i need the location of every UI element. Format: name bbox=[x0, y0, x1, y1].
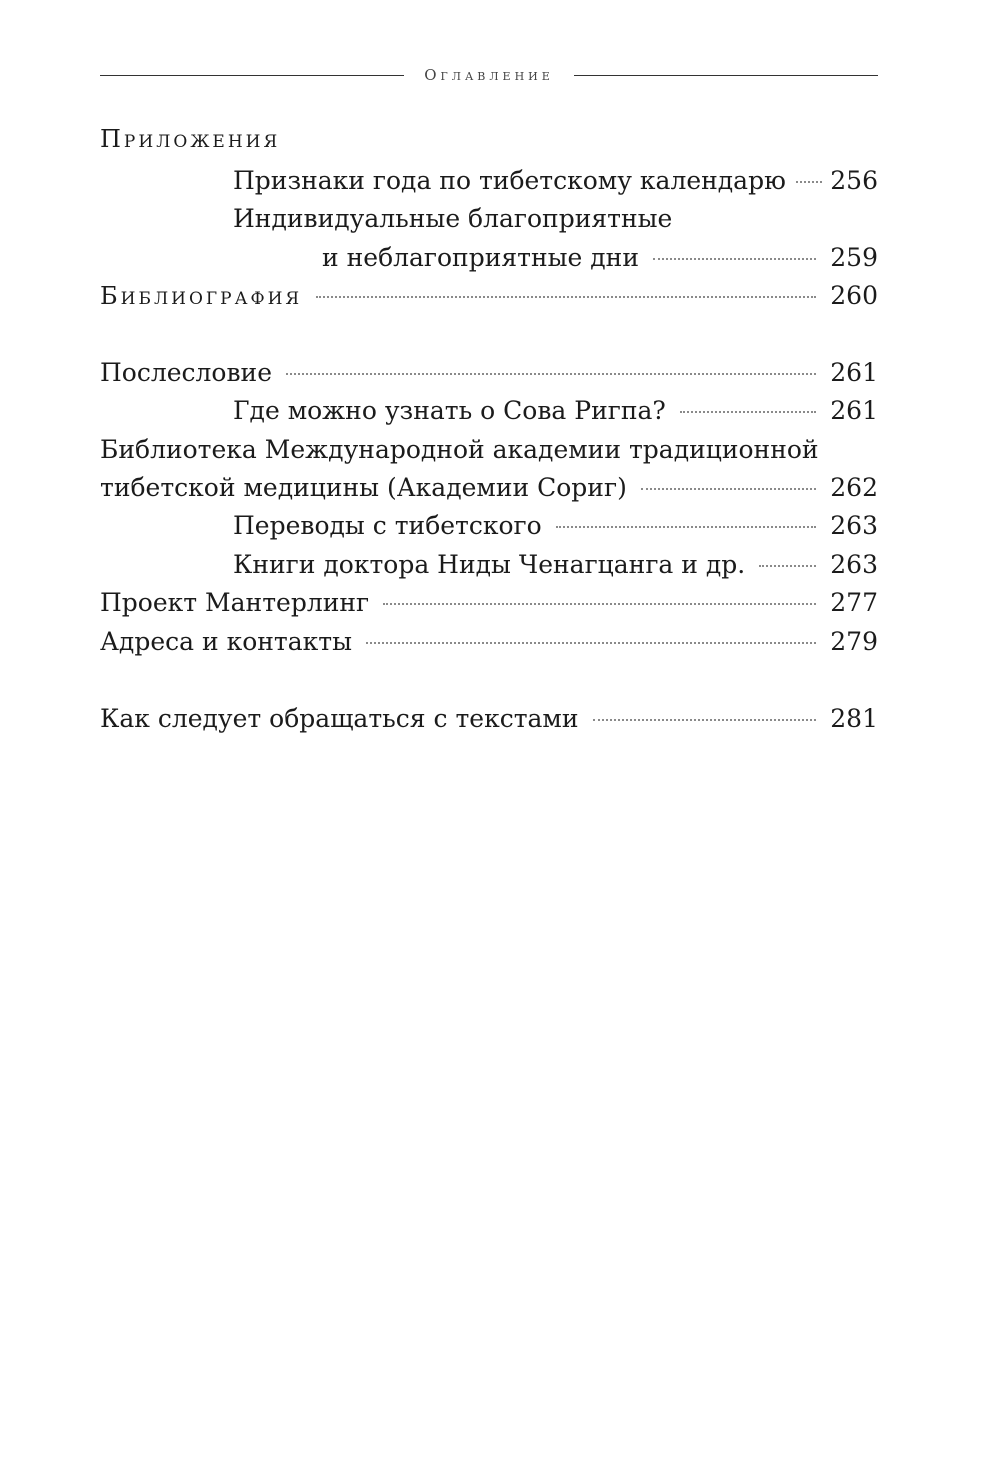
toc-page-number: 256 bbox=[830, 166, 878, 195]
running-title: Оглавление bbox=[424, 66, 554, 84]
dot-leader bbox=[286, 373, 816, 375]
running-head bbox=[100, 62, 878, 88]
dot-leader bbox=[593, 719, 817, 721]
toc-entry bbox=[100, 700, 878, 738]
toc-entry-title: Признаки года по тибетскому календарю bbox=[233, 166, 786, 195]
toc-entry-title: Как следует обращаться с текстами bbox=[100, 704, 579, 733]
toc-entry bbox=[233, 507, 878, 545]
toc-section-heading-bibliography bbox=[100, 277, 878, 315]
toc-page-number: 261 bbox=[830, 358, 878, 387]
dot-leader bbox=[641, 488, 816, 490]
toc-entry bbox=[233, 162, 878, 200]
header-rule-right bbox=[574, 75, 878, 76]
toc-page-number: 281 bbox=[830, 704, 878, 733]
toc-entry-title: Приложения bbox=[100, 125, 281, 153]
toc-entry-title: Книги доктора Ниды Ченагцанга и др. bbox=[233, 550, 746, 579]
dot-leader bbox=[383, 603, 816, 605]
toc-page-number: 262 bbox=[830, 473, 878, 502]
toc-page-number: 259 bbox=[830, 243, 878, 272]
toc-page-number: 263 bbox=[830, 550, 878, 579]
dot-leader bbox=[316, 296, 816, 298]
toc-page-number: 260 bbox=[830, 281, 878, 310]
toc-entry-title: Проект Мантерлинг bbox=[100, 588, 370, 617]
toc-entry-continuation bbox=[100, 469, 878, 507]
toc-entry-first-line bbox=[233, 200, 878, 238]
toc-page-number: 261 bbox=[830, 396, 878, 425]
toc-entry-title: Адреса и контакты bbox=[100, 627, 353, 656]
dot-leader bbox=[366, 642, 816, 644]
toc-entry-title: Библиотека Международной академии традиционной bbox=[100, 435, 819, 464]
toc-entry bbox=[100, 623, 878, 661]
toc-entry-title: и неблагоприятные дни bbox=[322, 243, 640, 272]
toc-page-number: 279 bbox=[830, 627, 878, 656]
toc-entry-title: Послесловие bbox=[100, 358, 272, 387]
toc-entry-title: Переводы с тибетского bbox=[233, 511, 542, 540]
header-rule-left bbox=[100, 75, 404, 76]
toc-page-number: 277 bbox=[830, 588, 878, 617]
toc-entry bbox=[100, 584, 878, 622]
dot-leader bbox=[680, 411, 816, 413]
toc-entry bbox=[233, 392, 878, 430]
dot-leader bbox=[759, 565, 816, 567]
toc-page-number: 263 bbox=[830, 511, 878, 540]
toc-entry-first-line bbox=[100, 431, 878, 469]
toc-entry-title: тибетской медицины (Академии Сориг) bbox=[100, 473, 627, 502]
dot-leader bbox=[796, 181, 822, 183]
dot-leader bbox=[653, 258, 816, 260]
dot-leader bbox=[556, 526, 817, 528]
toc-entry bbox=[100, 354, 878, 392]
toc-entry-title: Библиография bbox=[100, 282, 303, 310]
toc-entry bbox=[233, 546, 878, 584]
toc-section-heading-appendices bbox=[100, 120, 878, 158]
toc-entry-title: Индивидуальные благоприятные bbox=[233, 204, 673, 233]
toc-entry-continuation bbox=[322, 239, 878, 277]
toc-entry-title: Где можно узнать о Сова Ригпа? bbox=[233, 396, 666, 425]
